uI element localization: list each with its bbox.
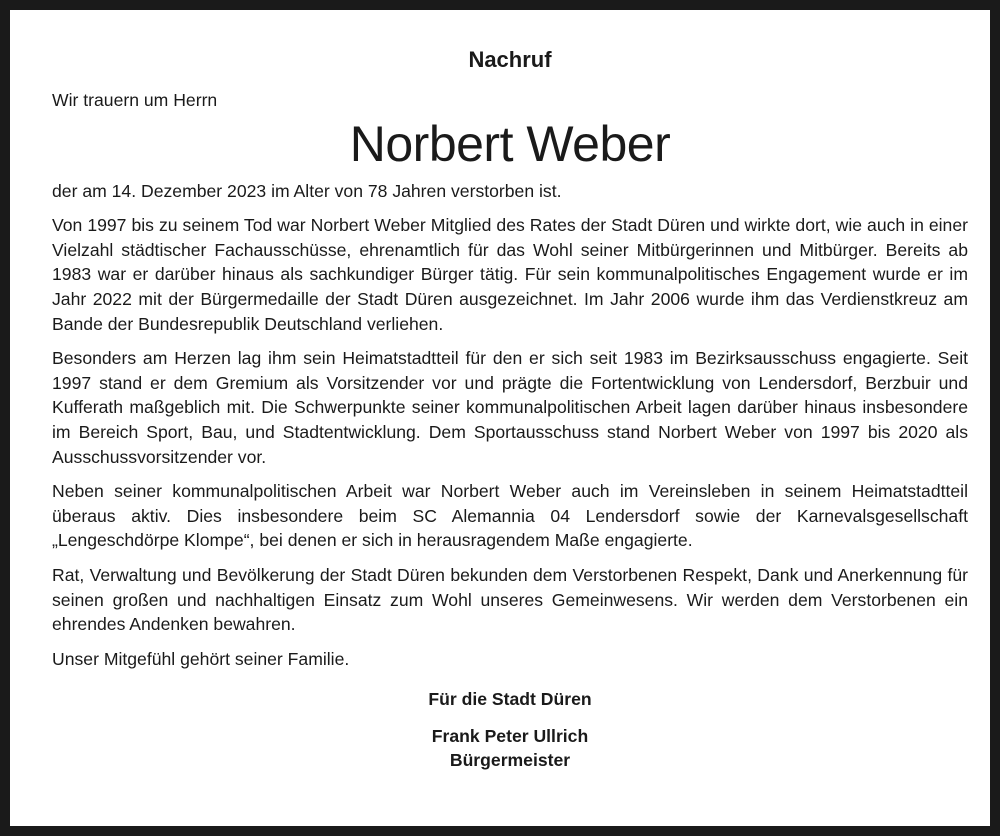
closing-line: Unser Mitgefühl gehört seiner Familie. — [52, 648, 350, 669]
paragraph-council: Von 1997 bis zu seinem Tod war Norbert Weber Mitglied des Rates der Stadt Düren und wirkte dort, wie auch in einer Vielzahl städtischer Fachausschüsse, ehrenamtlich für das Wohl seiner Mitbürgerinnen und Mitbürger. Bereits ab 1983 war er darüber hinaus als sachkundiger Bürger tätig. Für sein kommunalpolitisches Engagement wurde er im Jahr 2022 mit der Bürgermedaille der Stadt Düren ausgezeichnet. Im Jahr 2006 wurde ihm das Verdienstkreuz am Bande der Bundesrepublik Deutschland verliehen. — [52, 215, 968, 334]
signature-organization: Für die Stadt Düren — [428, 689, 592, 710]
death-date-line: der am 14. Dezember 2023 im Alter von 78 Jahren verstorben ist. — [52, 180, 562, 201]
intro-line: Wir trauern um Herrn — [52, 90, 218, 110]
obituary-content — [52, 46, 968, 773]
paragraph-clubs: Neben seiner kommunalpolitischen Arbeit war Norbert Weber auch im Vereinsleben in seinem Heimatstadtteil überaus aktiv. Dies insbesondere beim SC Alemannia 04 Lendersdorf sowie der Karnevalsgesellschaft „Lengeschdörpe Klompe“, bei denen er sich in herausragendem Maße engagierte. — [52, 481, 968, 551]
signature-title: Bürgermeister — [449, 750, 571, 771]
signature-name: Frank Peter Ullrich — [431, 725, 589, 746]
paragraph-district: Besonders am Herzen lag ihm sein Heimatstadtteil für den er sich seit 1983 im Bezirksausschuss engagierte. Seit 1997 stand er dem Gremium als Vorsitzender vor und prägte die Fortentwicklung von Lendersdorf, Berzbuir und Kufferath maßgeblich mit. Die Schwerpunkte seiner kommunalpolitischen Arbeit lagen darüber hinaus insbesondere im Bereich Sport, Bau, und Stadtentwicklung. Dem Sportausschuss stand Norbert Weber von 1997 bis 2020 als Ausschussvorsitzender vor. — [52, 348, 968, 467]
paragraph-gratitude: Rat, Verwaltung und Bevölkerung der Stadt Düren bekunden dem Verstorbenen Respekt, Dank und Anerkennung für seinen großen und nachhaltigen Einsatz zum Wohl unseres Gemeinwesens. Wir werden dem Verstorbenen ein ehrendes Andenken bewahren. — [52, 564, 968, 635]
obituary-heading: Nachruf — [468, 47, 552, 72]
deceased-name: Norbert Weber — [349, 115, 671, 172]
